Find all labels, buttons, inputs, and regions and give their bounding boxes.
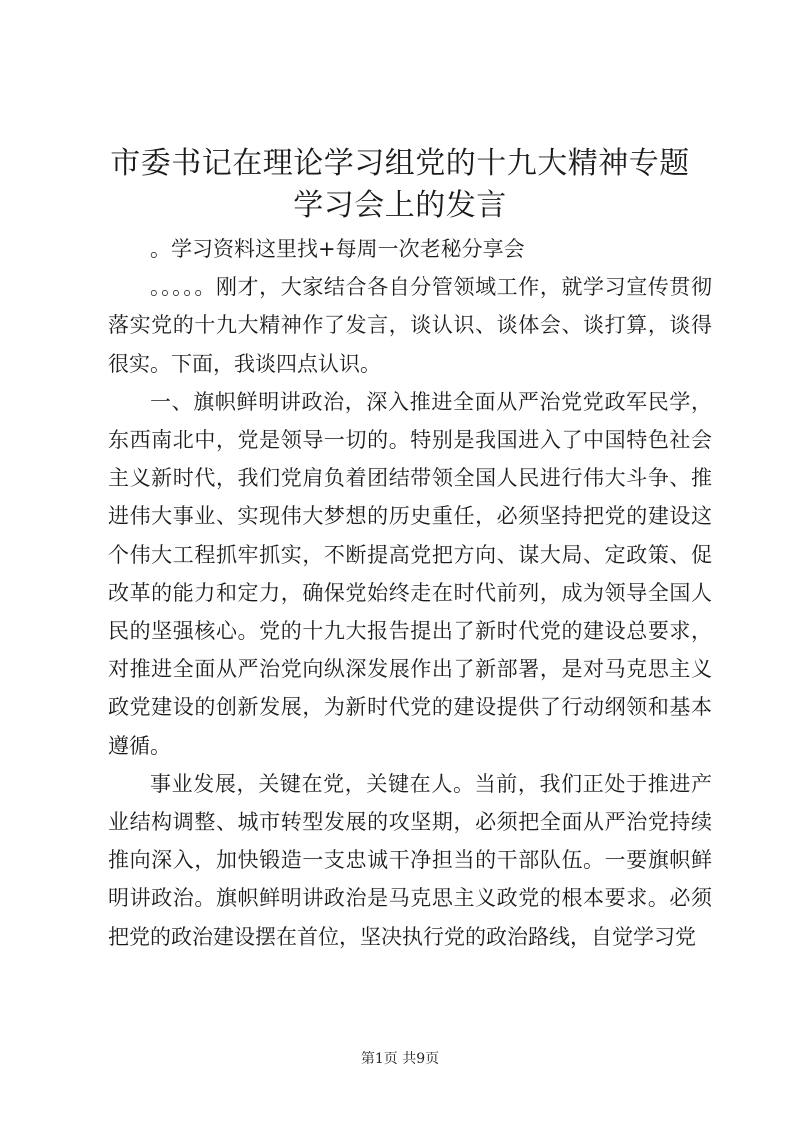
document-title: 市委书记在理论学习组党的十九大精神专题学习会上的发言 bbox=[110, 146, 690, 223]
body-paragraph-3: 一、旗帜鲜明讲政治，深入推进全面从严治党党政军民学，东西南北中，党是领导一切的。特别是我国进入了中国特色社会主义新时代，我们党肩负着团结带领全国人民进行伟大斗争、推进伟大事业、实现伟大梦想的历史重任，必须坚持把党的建设这个伟大工程抓牢抓实，不断提高党把方向、谋大局、定政策、促改革的能力和定力，确保党始终走在时代前列，成为领导全国人民的坚强核心。党的十九大报告提出了新时代党的建设总要求，对推进全面从严治党向纵深发展作出了新部署，是对马克思主义政党建设的创新发展，为新时代党的建设提供了行动纲领和基本遵循。 bbox=[108, 389, 712, 758]
page-footer: 第1页 共9页 bbox=[360, 1051, 440, 1067]
body-paragraph-4: 事业发展，关键在党，关键在人。当前，我们正处于推进产业结构调整、城市转型发展的攻坚期，必须把全面从严治党持续推向深入，加快锻造一支忠诚干净担当的干部队伍。一要旗帜鲜明讲政治。旗帜鲜明讲政治是马克思主义政党的根本要求。必须把党的政治建设摆在首位，坚决执行党的政治路线，自觉学习党 bbox=[108, 771, 712, 949]
document-body bbox=[108, 230, 712, 956]
body-paragraph-2: 。。。。。刚才，大家结合各自分管领域工作，就学习宣传贯彻落实党的十九大精神作了发言，谈认识、谈体会、谈打算，谈得很实。下面，我谈四点认识。 bbox=[108, 275, 712, 376]
body-paragraph-1: 。学习资料这里找+每周一次老秘分享会 bbox=[150, 237, 525, 261]
